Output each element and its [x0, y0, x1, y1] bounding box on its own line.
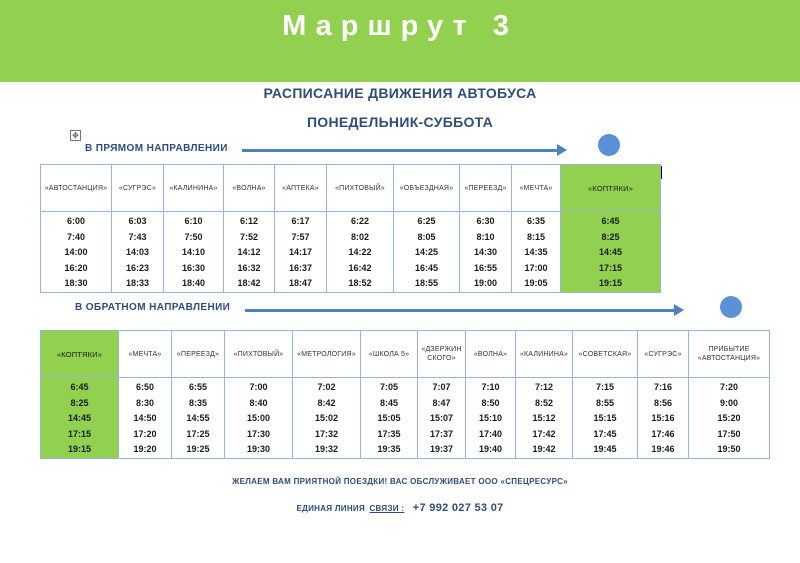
departure-time: 18:30 — [64, 278, 88, 288]
schedule-heading: РАСПИСАНИЕ ДВИЖЕНИЯ АВТОБУСА — [263, 85, 537, 101]
time-column — [224, 212, 275, 293]
departure-time: 19:37 — [429, 444, 454, 454]
stop-header: «СОВЕТСКАЯ» — [573, 331, 638, 378]
time-column — [119, 378, 172, 459]
days-heading: ПОНЕДЕЛЬНИК-СУББОТА — [306, 114, 494, 130]
departure-time: 15:12 — [532, 413, 556, 423]
time-column — [466, 378, 516, 459]
arrow-head-icon — [557, 144, 567, 156]
departure-time: 19:50 — [717, 444, 741, 454]
departure-time: 17:37 — [429, 428, 454, 439]
stop-header: «ВОЛНА» — [224, 165, 275, 212]
departure-time: 8:47 — [432, 397, 451, 408]
time-column — [689, 378, 770, 459]
time-column — [394, 212, 460, 293]
stop-circle-icon — [598, 134, 620, 156]
departure-time: 15:07 — [429, 413, 454, 423]
departure-time: 19:32 — [314, 444, 339, 454]
departure-time: 7:50 — [184, 231, 203, 242]
time-column — [418, 378, 466, 459]
departure-time: 17:42 — [532, 428, 556, 439]
departure-time: 17:00 — [524, 262, 548, 273]
departure-time: 19:05 — [524, 278, 548, 288]
departure-time: 8:05 — [417, 231, 436, 242]
departure-time: 17:40 — [478, 428, 503, 439]
arrow-head-icon — [674, 304, 684, 316]
stop-header: «МЕЧТА» — [119, 331, 172, 378]
departure-time: 14:45 — [598, 247, 623, 257]
departure-time: 19:25 — [186, 444, 210, 454]
departure-time: 19:35 — [377, 444, 401, 454]
departure-time: 18:52 — [348, 278, 372, 288]
departure-time: 16:37 — [288, 262, 313, 273]
footer-contact — [0, 498, 800, 516]
departure-time: 17:50 — [717, 428, 741, 439]
departure-time: 15:20 — [717, 413, 741, 423]
stop-header: «ПЕРЕЕЗД» — [172, 331, 225, 378]
time-column — [112, 212, 164, 293]
departure-time: 14:12 — [237, 247, 261, 257]
stop-header: «КОПТЯКИ» — [561, 165, 661, 212]
departure-time: 16:20 — [64, 262, 88, 273]
forward-schedule-table — [40, 164, 661, 293]
stop-header: «ДЗЕРЖИН СКОГО» — [418, 331, 466, 378]
time-column — [164, 212, 224, 293]
time-column — [516, 378, 573, 459]
stop-header: «КАЛИНИНА» — [516, 331, 573, 378]
departure-time: 8:02 — [350, 231, 369, 242]
departure-time: 7:16 — [653, 382, 672, 392]
departure-time: 16:30 — [181, 262, 206, 273]
departure-time: 19:20 — [133, 444, 157, 454]
departure-time: 14:10 — [181, 247, 206, 257]
departure-time: 18:47 — [288, 278, 313, 288]
departure-time: 6:45 — [70, 382, 89, 392]
departure-time: 14:35 — [524, 247, 548, 257]
backward-schedule-table — [40, 330, 770, 459]
move-handle-icon[interactable]: ✥ — [70, 130, 81, 141]
stop-header: «КОПТЯКИ» — [41, 331, 119, 378]
departure-time: 14:00 — [64, 247, 88, 257]
departure-time: 8:42 — [317, 397, 336, 408]
departure-time: 14:03 — [125, 247, 150, 257]
backward-direction-label: В ОБРАТНОМ НАПРАВЛЕНИИ — [75, 302, 231, 313]
time-column — [361, 378, 418, 459]
departure-time: 17:32 — [314, 428, 339, 439]
departure-time: 19:15 — [598, 278, 623, 288]
departure-time: 8:40 — [249, 397, 268, 408]
departure-time: 6:50 — [135, 382, 154, 392]
departure-time: 18:55 — [414, 278, 439, 288]
departure-time: 19:45 — [593, 444, 617, 454]
departure-time: 15:10 — [478, 413, 503, 423]
departure-time: 18:42 — [237, 278, 261, 288]
departure-time: 8:30 — [135, 397, 154, 408]
departure-time: 6:03 — [128, 216, 147, 226]
departure-time: 8:52 — [534, 397, 553, 408]
time-column — [293, 378, 361, 459]
departure-time: 14:55 — [186, 413, 210, 423]
contact-line-label: ЕДИНАЯ ЛИНИЯ — [296, 504, 366, 513]
departure-time: 14:50 — [133, 413, 157, 423]
departure-time: 19:46 — [651, 444, 675, 454]
departure-time: 8:25 — [70, 397, 89, 408]
departure-time: 18:33 — [125, 278, 150, 288]
contact-link[interactable]: СВЯЗИ : — [369, 504, 405, 513]
departure-time: 9:00 — [719, 397, 738, 408]
arrow-right-icon — [242, 149, 558, 152]
time-column — [561, 212, 661, 293]
departure-time: 8:10 — [476, 231, 495, 242]
departure-time: 7:10 — [481, 382, 500, 392]
stop-header: «СУГРЭС» — [638, 331, 689, 378]
departure-time: 7:15 — [595, 382, 614, 392]
departure-time: 8:35 — [188, 397, 207, 408]
departure-time: 17:46 — [651, 428, 675, 439]
stop-header: «ПЕРЕЕЗД» — [460, 165, 512, 212]
departure-time: 17:20 — [133, 428, 157, 439]
departure-time: 8:15 — [526, 231, 545, 242]
stop-header: «МЕЧТА» — [512, 165, 561, 212]
departure-time: 6:30 — [476, 216, 495, 226]
departure-time: 15:15 — [593, 413, 617, 423]
departure-time: 7:20 — [719, 382, 738, 392]
time-column — [460, 212, 512, 293]
stop-circle-icon — [720, 296, 742, 318]
departure-time: 7:02 — [317, 382, 336, 392]
departure-time: 7:07 — [432, 382, 451, 392]
departure-time: 8:45 — [379, 397, 398, 408]
departure-time: 19:15 — [67, 444, 92, 454]
departure-time: 6:12 — [239, 216, 258, 226]
stop-header: «КАЛИНИНА» — [164, 165, 224, 212]
departure-time: 6:00 — [66, 216, 85, 226]
departure-time: 6:35 — [526, 216, 545, 226]
departure-time: 6:25 — [417, 216, 436, 226]
departure-time: 17:15 — [598, 262, 623, 273]
departure-time: 7:52 — [239, 231, 258, 242]
departure-time: 19:40 — [478, 444, 503, 454]
departure-time: 6:45 — [601, 216, 620, 226]
departure-time: 17:25 — [186, 428, 210, 439]
arrow-right-icon — [245, 309, 675, 312]
footer-wish: ЖЕЛАЕМ ВАМ ПРИЯТНОЙ ПОЕЗДКИ! ВАС ОБСЛУЖИВАЕТ ООО «СПЕЦРЕСУРС» — [232, 477, 568, 486]
departure-time: 16:32 — [237, 262, 261, 273]
departure-time: 17:35 — [377, 428, 401, 439]
departure-time: 6:10 — [184, 216, 203, 226]
time-column — [41, 212, 112, 293]
time-column — [512, 212, 561, 293]
departure-time: 17:15 — [67, 428, 92, 439]
departure-time: 16:23 — [125, 262, 150, 273]
departure-time: 7:43 — [128, 231, 147, 242]
departure-time: 16:42 — [348, 262, 372, 273]
departure-time: 19:00 — [473, 278, 498, 288]
stop-header: «АПТЕКА» — [275, 165, 327, 212]
forward-direction-label: В ПРЯМОМ НАПРАВЛЕНИИ — [85, 143, 228, 154]
departure-time: 15:16 — [651, 413, 675, 423]
departure-time: 14:17 — [288, 247, 313, 257]
time-column — [638, 378, 689, 459]
departure-time: 7:57 — [291, 231, 310, 242]
departure-time: 14:45 — [67, 413, 92, 423]
departure-time: 15:02 — [314, 413, 339, 423]
departure-time: 7:40 — [66, 231, 85, 242]
departure-time: 8:50 — [481, 397, 500, 408]
departure-time: 6:17 — [291, 216, 310, 226]
departure-time: 14:25 — [414, 247, 439, 257]
route-title: Маршрут 3 — [282, 10, 518, 42]
departure-time: 8:55 — [595, 397, 614, 408]
departure-time: 18:40 — [181, 278, 206, 288]
departure-time: 16:55 — [473, 262, 498, 273]
stop-header: ПРИБЫТИЕ «АВТОСТАНЦИЯ» — [689, 331, 770, 378]
departure-time: 7:00 — [249, 382, 268, 392]
stop-header: «ПИХТОВЫЙ» — [327, 165, 394, 212]
departure-time: 14:30 — [473, 247, 498, 257]
stop-header: «СУГРЭС» — [112, 165, 164, 212]
time-column — [275, 212, 327, 293]
departure-time: 6:55 — [188, 382, 207, 392]
time-column — [225, 378, 293, 459]
stop-header: «ШКОЛА 5» — [361, 331, 418, 378]
phone-number: +7 992 027 53 07 — [412, 502, 504, 514]
stop-header: «ПИХТОВЫЙ» — [225, 331, 293, 378]
title-banner — [0, 0, 800, 82]
stop-header: «МЕТРОЛОГИЯ» — [293, 331, 361, 378]
departure-time: 15:05 — [377, 413, 401, 423]
departure-time: 15:00 — [246, 413, 271, 423]
time-column — [327, 212, 394, 293]
time-column — [172, 378, 225, 459]
stop-header: «ОБЪЕЗДНАЯ» — [394, 165, 460, 212]
departure-time: 16:45 — [414, 262, 439, 273]
departure-time: 8:25 — [601, 231, 620, 242]
departure-time: 17:30 — [246, 428, 271, 439]
stop-header: «АВТОСТАНЦИЯ» — [41, 165, 112, 212]
departure-time: 19:42 — [532, 444, 556, 454]
departure-time: 6:22 — [350, 216, 369, 226]
departure-time: 17:45 — [593, 428, 617, 439]
text-cursor — [661, 166, 662, 179]
stop-header: «ВОЛНА» — [466, 331, 516, 378]
departure-time: 8:56 — [653, 397, 672, 408]
time-column — [41, 378, 119, 459]
departure-time: 7:12 — [534, 382, 553, 392]
time-column — [573, 378, 638, 459]
departure-time: 7:05 — [379, 382, 398, 392]
departure-time: 14:22 — [348, 247, 372, 257]
departure-time: 19:30 — [246, 444, 271, 454]
